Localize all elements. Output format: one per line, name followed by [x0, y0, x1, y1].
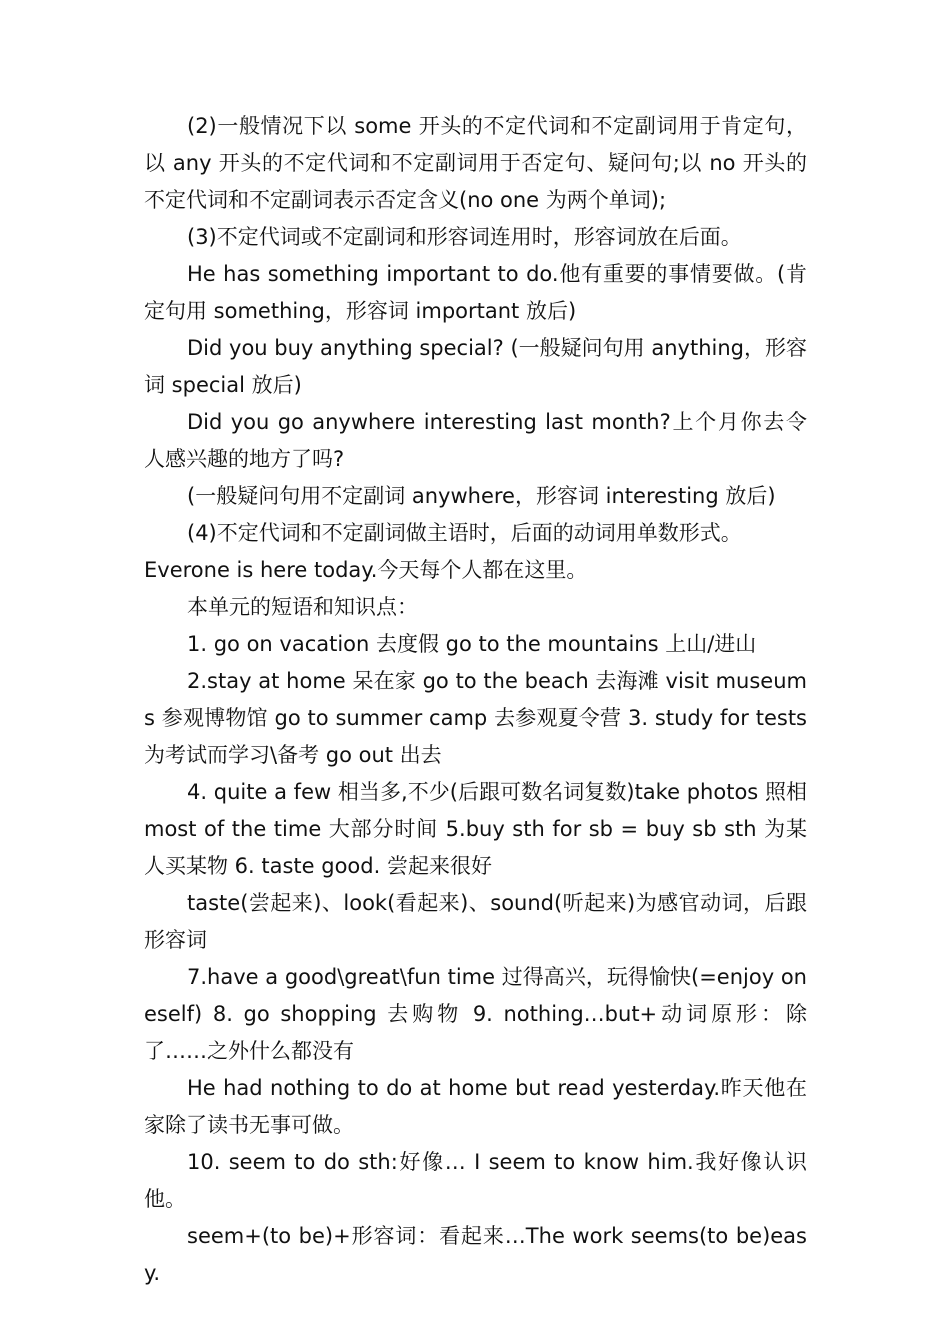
paragraph-seem-adjective: seem+(to be)+形容词：看起来…The work seems(to be)easy. [144, 1224, 807, 1285]
paragraph-indefinite-some-any-no: (2)一般情况下以 some 开头的不定代词和不定副词用于肯定句，以 any 开头的不定代词和不定副词用于否定句、疑问句;以 no 开头的不定代词和不定副词表示否定含义(no one 为两个单词); [144, 114, 807, 212]
paragraph-example-something: He has something important to do.他有重要的事情要做。(肯定句用 something，形容词 important 放后) [144, 262, 807, 323]
paragraph-singular-verb-rule: (4)不定代词和不定副词做主语时，后面的动词用单数形式。 [187, 521, 742, 545]
paragraph-adjective-position: (3)不定代词或不定副词和形容词连用时，形容词放在后面。 [187, 225, 742, 249]
paragraph-phrase-1: 1. go on vacation 去度假 go to the mountains 上山/进山 [187, 632, 757, 656]
paragraph-sense-verbs: taste(尝起来)、look(看起来)、sound(听起来)为感官动词，后跟形容词 [144, 891, 807, 952]
paragraph-phrases-2-3: 2.stay at home 呆在家 go to the beach 去海滩 visit museums 参观博物馆 go to summer camp 去参观夏令营 3. study for tests 为考试而学习\备考 go out 出去 [144, 669, 807, 767]
paragraph-anywhere-note: (一般疑问句用不定副词 anywhere，形容词 interesting 放后) [187, 484, 776, 508]
paragraph-example-anywhere: Did you go anywhere interesting last month?上个月你去令人感兴趣的地方了吗? [144, 410, 807, 471]
document-body [144, 108, 807, 1292]
paragraph-unit-phrases-heading: 本单元的短语和知识点： [187, 595, 418, 619]
paragraph-phrases-7-9: 7.have a good\great\fun time 过得高兴，玩得愉快(=enjoy oneself) 8. go shopping 去购物 9. nothing…but+动词原形：除了……之外什么都没有 [144, 965, 807, 1063]
paragraph-example-nothing-but: He had nothing to do at home but read yesterday.昨天他在家除了读书无事可做。 [144, 1076, 807, 1137]
paragraph-example-anything: Did you buy anything special? (一般疑问句用 anything，形容词 special 放后) [144, 336, 807, 397]
paragraph-example-everyone: Everone is here today.今天每个人都在这里。 [144, 558, 588, 582]
paragraph-phrases-4-6: 4. quite a few 相当多,不少(后跟可数名词复数)take photos 照相 most of the time 大部分时间 5.buy sth for sb = buy sb sth 为某人买某物 6. taste good. 尝起来很好 [144, 780, 807, 878]
paragraph-phrase-10: 10. seem to do sth:好像… I seem to know him.我好像认识他。 [144, 1150, 807, 1211]
